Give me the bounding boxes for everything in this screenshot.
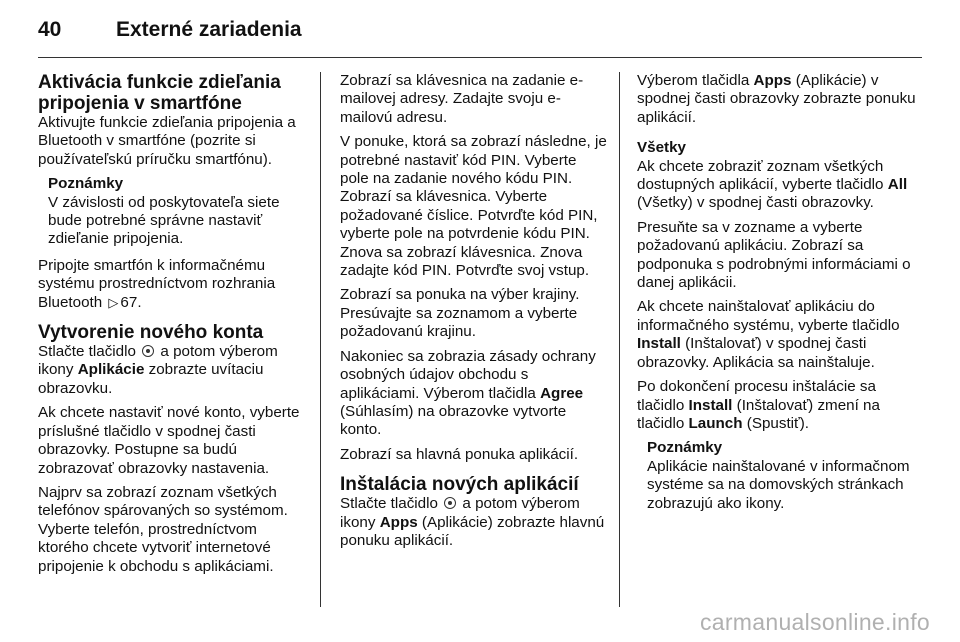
bold-term: Apps	[379, 513, 418, 531]
paragraph-text: a potom výberom ikony	[340, 495, 580, 531]
home-button-icon	[444, 497, 456, 509]
header-rule	[38, 57, 922, 58]
paragraph-text: (Spustiť).	[746, 414, 810, 432]
bold-term: Launch	[688, 414, 743, 432]
paragraph-text: Výberom tlačidla	[637, 72, 750, 89]
note-text: V závislosti od poskytovateľa siete bude potrebné správne nastaviť zdieľanie pripojenia.	[48, 193, 280, 248]
paragraph-text: (Inštalovať) v spodnej časti obrazovky. Aplikácia sa nainštaluje.	[637, 335, 875, 371]
bold-term: Install	[688, 396, 733, 414]
paragraph-text: Ak chcete zobraziť zoznam všetkých dostupných aplikácií, vyberte tlačidlo	[637, 157, 884, 194]
paragraph	[340, 348, 608, 440]
paragraph	[637, 72, 927, 127]
bold-term: Apps	[753, 72, 792, 89]
chapter-title: Externé zariadenia	[116, 18, 302, 41]
paragraph: Zobrazí sa klávesnica na zadanie e-mailovej adresy. Zadajte svoju e-mailovú adresu.	[340, 72, 584, 126]
paragraph-text: (Všetky) v spodnej časti obrazovky.	[637, 194, 874, 212]
page-reference: 67.	[120, 293, 142, 311]
subsection-title: Všetky	[637, 139, 686, 157]
paragraph-text: Nakoniec sa zobrazia zásady ochrany osobných údajov obchodu s aplikáciami. Výberom tlačidla	[340, 347, 596, 402]
paragraph: Zobrazí sa ponuka na výber krajiny. Presúvajte sa zoznamom a vyberte požadovanú krajinu.	[340, 286, 580, 341]
column-2	[340, 72, 608, 556]
bold-term: All	[887, 176, 908, 194]
note-title: Poznámky	[647, 439, 723, 457]
paragraph-text: (Súhlasím) na obrazovke vytvorte konto.	[340, 402, 567, 439]
note-box	[637, 439, 927, 513]
paragraph-text: (Aplikácie) zobrazte hlavnú ponuku aplikácií.	[340, 513, 605, 549]
paragraph: V ponuke, ktorá sa zobrazí následne, je potrebné nastaviť kód PIN. Vyberte pole na zadanie nového kódu PIN. Zobrazí sa klávesnica. Vyberte požadované číslice. Potvrďte kód PIN, vyberte pole na potvrdenie kódu PIN. Znova sa zobrazí klávesnica. Znova zadajte kód PIN. Potvrďte svoj vstup.	[340, 133, 607, 280]
page-reference-icon: ▷	[108, 294, 119, 310]
paragraph: Ak chcete nastaviť nové konto, vyberte príslušné tlačidlo v spodnej časti obrazovky. Postupne sa budú zobrazovať obrazovky nastavenia.	[38, 404, 300, 477]
paragraph-text: (Inštalovať) zmení na tlačidlo	[637, 396, 880, 432]
section-heading-install-apps: Inštalácia nových aplikácií	[340, 474, 579, 496]
column-1	[38, 72, 308, 582]
paragraph-text: Po dokončení procesu inštalácie sa tlačidlo	[637, 378, 876, 414]
paragraph	[340, 495, 608, 550]
column-divider-1	[320, 72, 321, 607]
paragraph	[38, 257, 308, 312]
note-box	[38, 175, 308, 249]
paragraph-text: (Aplikácie) v spodnej časti obrazovky zobrazte ponuku aplikácií.	[637, 72, 916, 126]
bold-term: Install	[637, 335, 681, 353]
paragraph: Presuňte sa v zozname a vyberte požadovanú aplikáciu. Zobrazí sa podponuka s podrobnými informáciami o danej aplikácii.	[637, 218, 911, 292]
paragraph-text: Ak chcete nainštalovať aplikáciu do informačného systému, vyberte tlačidlo	[637, 298, 900, 334]
paragraph	[637, 158, 927, 213]
bold-term: Aplikácie	[77, 361, 145, 379]
page-header	[38, 18, 302, 42]
paragraph: Aktivujte funkcie zdieľania pripojenia a Bluetooth v smartfóne (pozrite si používateľskú príručku smartfónu).	[38, 114, 296, 168]
page-number: 40	[38, 18, 62, 41]
home-button-icon	[142, 345, 154, 357]
section-heading-new-account: Vytvorenie nového konta	[38, 322, 264, 344]
paragraph-text: zobrazte uvítaciu obrazovku.	[38, 361, 264, 397]
paragraph-text: Stlačte tlačidlo	[340, 495, 438, 513]
note-text: Aplikácie nainštalované v informačnom systéme sa na domovských stránkach zobrazujú ako ikony.	[647, 457, 910, 512]
paragraph-text: Stlačte tlačidlo	[38, 343, 136, 361]
watermark: carmanualsonline.info	[699, 609, 930, 635]
paragraph	[38, 343, 308, 398]
column-divider-2	[619, 72, 620, 607]
column-3	[637, 72, 927, 521]
paragraph-text: a potom výberom ikony	[38, 343, 278, 379]
section-heading-tethering: Aktivácia funkcie zdieľania pripojenia v smartfóne	[38, 72, 281, 114]
bold-term: Agree	[540, 384, 584, 402]
paragraph	[637, 378, 927, 433]
paragraph: Najprv sa zobrazí zoznam všetkých telefónov spárovaných so systémom. Vyberte telefón, prostredníctvom ktorého chcete vytvoriť internetové pripojenie k obchodu s aplikáciami.	[38, 483, 288, 575]
paragraph-text: Pripojte smartfón k informačnému systému prostredníctvom rozhrania Bluetooth	[38, 256, 276, 311]
paragraph	[637, 298, 927, 372]
paragraph: Zobrazí sa hlavná ponuka aplikácií.	[340, 445, 579, 463]
note-title: Poznámky	[48, 175, 124, 193]
